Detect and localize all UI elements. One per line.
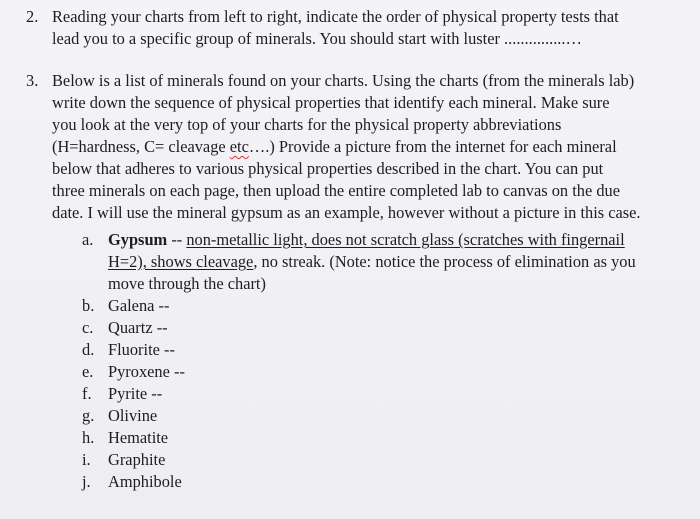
dash: --: [167, 230, 187, 249]
question-3-number: 3.: [26, 71, 39, 90]
list-item-label: j.: [82, 472, 91, 491]
question-3-line-5: below that adheres to various physical properties described in the chart. You can put: [52, 159, 604, 178]
list-item: [82, 427, 672, 449]
list-item-label: e.: [82, 362, 94, 381]
list-item: [82, 295, 672, 317]
spellcheck-word: etc: [229, 137, 249, 156]
question-3-line-2: write down the sequence of physical properties that identify each mineral. Make sure: [52, 93, 610, 112]
list-item-label: f.: [82, 384, 92, 403]
list-item: [82, 361, 672, 383]
gypsum-name: Gypsum: [108, 230, 168, 249]
gypsum-properties-rest-2: move through the chart): [108, 274, 266, 293]
list-item-mineral: Olivine: [108, 406, 158, 425]
list-item-label: b.: [82, 296, 95, 315]
gypsum-properties-rest-1: , no streak. (Note: notice the process of elimination as you: [253, 252, 636, 271]
mineral-list: [82, 229, 672, 493]
list-item-label: c.: [82, 318, 94, 337]
list-item-mineral: Fluorite --: [108, 340, 175, 359]
question-2-number: 2.: [26, 7, 39, 26]
question-3-line-4-end: ….) Provide a picture from the internet for each mineral: [248, 137, 617, 156]
question-2: [26, 6, 666, 50]
question-3-line-6: three minerals on each page, then upload the entire completed lab to canvas on the due: [52, 181, 620, 200]
list-item-label: h.: [82, 428, 95, 447]
list-item-label: d.: [82, 340, 95, 359]
question-3-text: [52, 70, 676, 224]
gypsum-properties-underlined-2: H=2), shows cleavage: [108, 252, 254, 271]
list-item: [82, 471, 672, 493]
question-2-text: [52, 6, 666, 50]
list-item-mineral: Graphite: [108, 450, 166, 469]
question-3-line-7: date. I will use the mineral gypsum as an example, however without a picture in this case.: [52, 203, 641, 222]
question-3-line-3: you look at the very top of your charts for the physical property abbreviations: [52, 115, 562, 134]
list-item-mineral: Quartz --: [108, 318, 168, 337]
list-item-label: a.: [82, 230, 94, 249]
question-3: [26, 70, 676, 224]
question-2-line-1: Reading your charts from left to right, indicate the order of physical property tests that: [52, 7, 619, 26]
list-item: [82, 339, 672, 361]
list-item-mineral: Amphibole: [108, 472, 182, 491]
list-item-label: i.: [82, 450, 91, 469]
question-2-line-2: lead you to a specific group of minerals. You should start with luster ...............…: [52, 29, 582, 48]
list-item: [82, 449, 672, 471]
list-item: [82, 317, 672, 339]
question-3-line-4: [52, 136, 676, 158]
list-item: [82, 383, 672, 405]
gypsum-description: [108, 229, 636, 295]
list-item-mineral: Pyroxene --: [108, 362, 185, 381]
question-3-line-4-start: (H=hardness, C= cleavage: [52, 137, 230, 156]
list-item-label: g.: [82, 406, 95, 425]
gypsum-properties-underlined-1: non-metallic light, does not scratch glass (scratches with fingernail: [186, 230, 625, 249]
list-item: [82, 405, 672, 427]
list-item-mineral: Pyrite --: [108, 384, 163, 403]
list-item-mineral: Galena --: [108, 296, 170, 315]
list-item-mineral: Hematite: [108, 428, 169, 447]
list-item-gypsum: [82, 229, 672, 295]
question-3-line-1: Below is a list of minerals found on your charts. Using the charts (from the minerals lab): [52, 71, 635, 90]
